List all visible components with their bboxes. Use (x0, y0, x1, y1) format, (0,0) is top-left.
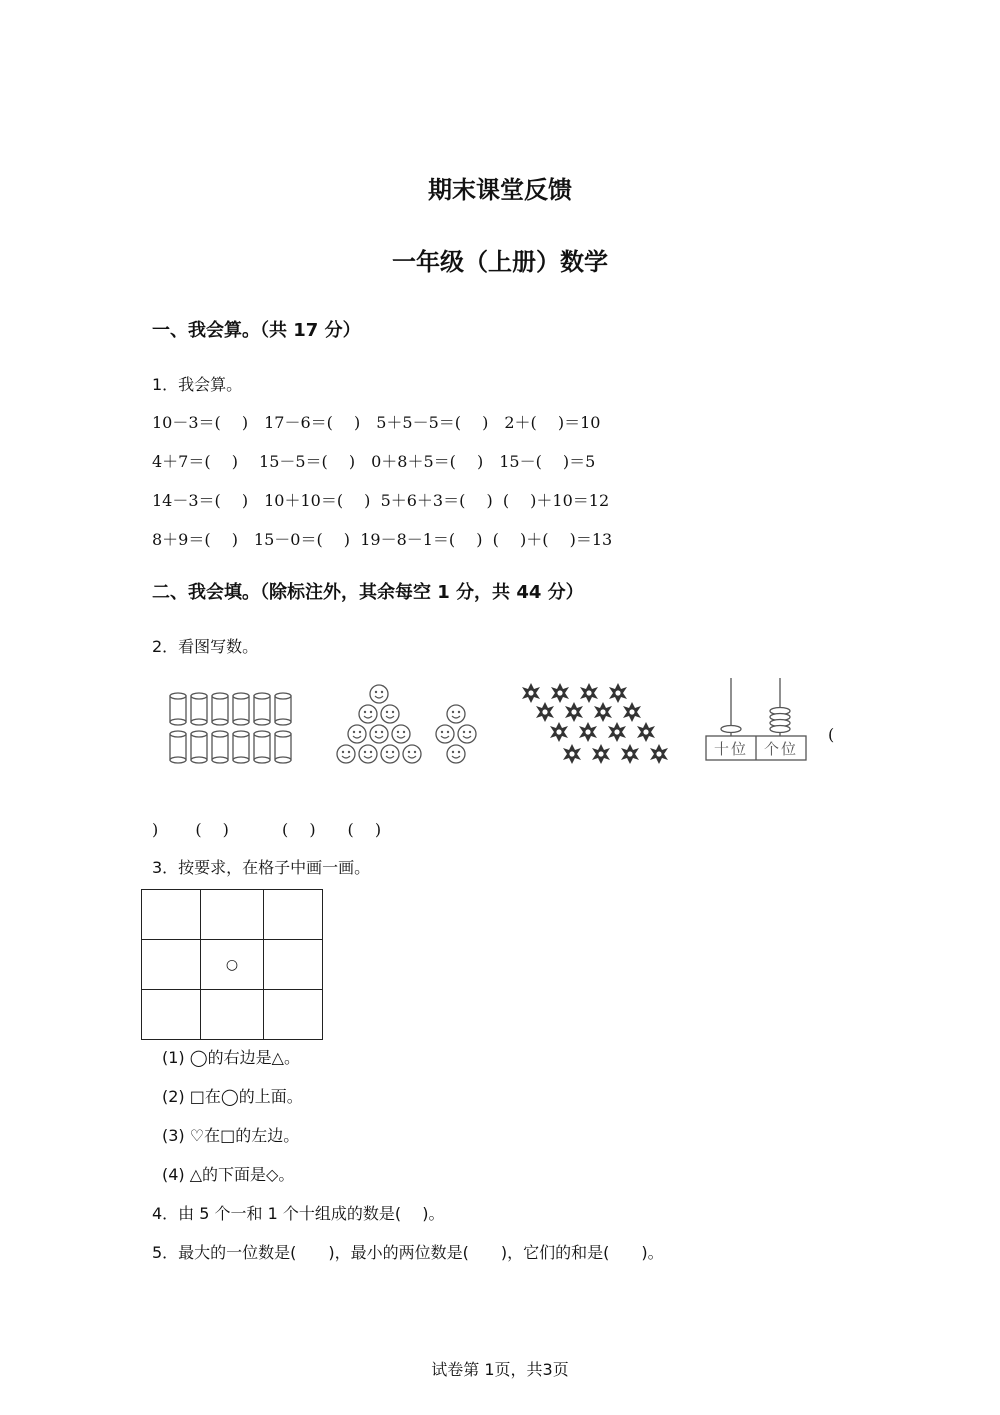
picture-answer-line: ) ( ) ( ) ( ) (152, 820, 382, 839)
cylinders-picture (165, 690, 300, 768)
grid-cell[interactable] (264, 890, 323, 940)
calc-row-3: 14－3＝( ) 10＋10＝( ) 5＋6＋3＝( ) ( )＋10＝12 (152, 491, 610, 510)
grid-cell[interactable] (264, 940, 323, 990)
grid-cell[interactable] (142, 890, 201, 940)
question-3-label: 3．按要求，在格子中画一画。 (152, 858, 371, 877)
smiley-faces-picture (328, 682, 488, 768)
page-title: 期末课堂反馈 (428, 176, 572, 204)
page-subtitle: 一年级（上册）数学 (392, 248, 608, 276)
grid-cell-center[interactable] (201, 940, 264, 990)
calc-row-4: 8＋9＝( ) 15－0＝( ) 19－8－1＝( ) ( )＋( )＝13 (152, 530, 613, 549)
grid-cell[interactable] (201, 990, 264, 1040)
question-4: 4．由 5 个一和 1 个十组成的数是( )。 (152, 1204, 445, 1223)
question-1-label: 1．我会算。 (152, 375, 243, 394)
stars-picture (515, 680, 675, 770)
abacus-tens-label: 十位 (713, 740, 748, 758)
grid-cell[interactable] (142, 940, 201, 990)
question-3-item-1: (1) ◯的右边是△。 (162, 1048, 300, 1067)
answer-paren-open: ( (828, 725, 835, 744)
grid-center-circle: ○ (225, 956, 239, 973)
grid-cell[interactable] (201, 890, 264, 940)
calc-row-1: 10－3＝( ) 17－6＝( ) 5＋5－5＝( ) 2＋( )＝10 (152, 413, 601, 432)
section-1-heading: 一、我会算。（共 17 分） (152, 320, 361, 341)
grid-cell[interactable] (264, 990, 323, 1040)
question-5: 5．最大的一位数是( )，最小的两位数是( )，它们的和是( )。 (152, 1243, 664, 1262)
question-3-item-2: (2) □在◯的上面。 (162, 1087, 303, 1106)
question-3-item-4: (4) △的下面是◇。 (162, 1165, 295, 1184)
question-2-label: 2．看图写数。 (152, 637, 259, 656)
page-footer: 试卷第 1页，共3页 (431, 1360, 569, 1379)
question-3-item-3: (3) ♡在□的左边。 (162, 1126, 300, 1145)
abacus-ones-label: 个位 (763, 740, 798, 758)
section-2-heading: 二、我会填。（除标注外，其余每空 1 分，共 44 分） (152, 582, 584, 603)
grid-cell[interactable] (142, 990, 201, 1040)
calc-row-2: 4＋7＝( ) 15－5＝( ) 0＋8＋5＝( ) 15－( )＝5 (152, 452, 596, 471)
drawing-grid (141, 889, 323, 1040)
